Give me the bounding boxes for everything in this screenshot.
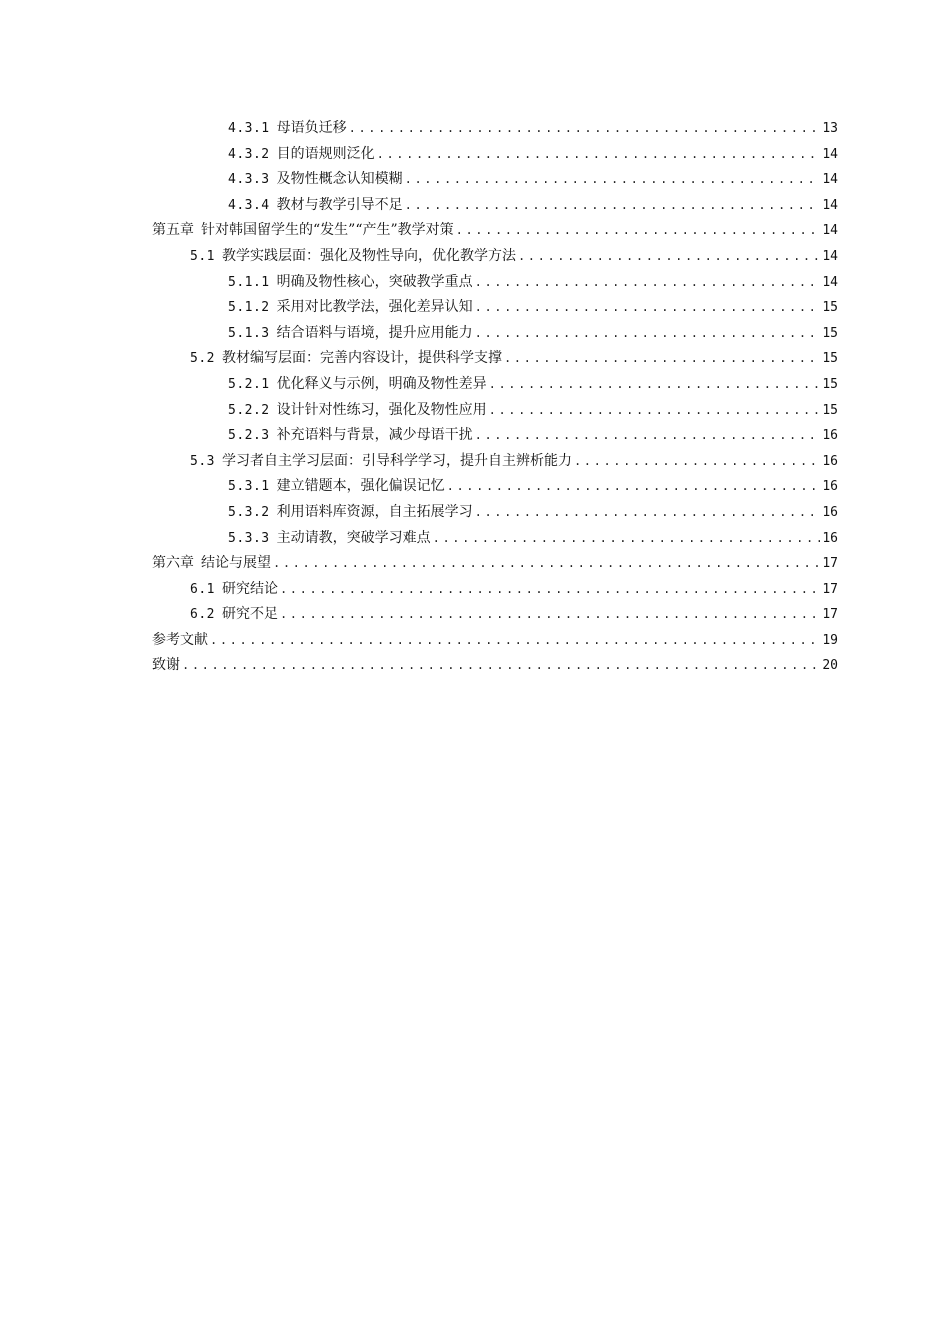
toc-entry-number: 4.3.4 [228, 197, 270, 213]
toc-entry-page: 13 [822, 121, 838, 136]
toc-entry-page: 16 [822, 428, 838, 444]
toc-dot-leader [475, 500, 821, 526]
toc-dot-leader [182, 653, 820, 679]
toc-entry-4-3-1[interactable] [152, 116, 838, 142]
toc-entry-title: 优化释义与示例，明确及物性差异 [276, 375, 487, 392]
toc-entry-page: 14 [822, 248, 838, 264]
toc-dot-leader [210, 628, 820, 654]
toc-entry-page: 14 [822, 274, 838, 290]
toc-entry-5-1-3[interactable] [152, 321, 838, 347]
toc-dot-leader [405, 167, 821, 193]
toc-dot-leader [574, 449, 820, 475]
toc-entry-page: 15 [822, 300, 838, 316]
toc-entry-number: 5.2.1 [228, 376, 270, 392]
toc-entry-page: 14 [822, 172, 838, 188]
toc-entry-title: 主动请教，突破学习难点 [276, 529, 431, 546]
toc-entry-page: 16 [822, 530, 838, 546]
toc-entry-title: 目的语规则泛化 [276, 145, 375, 162]
toc-dot-leader [489, 398, 821, 424]
toc-entry-page: 17 [822, 607, 838, 623]
toc-dot-leader [489, 372, 821, 398]
toc-entry-6-2[interactable] [152, 602, 838, 628]
toc-entry-title: 结合语料与语境，提升应用能力 [276, 324, 473, 341]
toc-dot-leader [273, 551, 820, 577]
toc-entry-5-2[interactable] [152, 346, 838, 372]
toc-entry-chapter-5[interactable] [152, 218, 838, 244]
toc-entry-page: 20 [822, 658, 838, 674]
toc-entry-title: 及物性概念认知模糊 [276, 171, 403, 188]
toc-entry-title: 设计针对性练习，强化及物性应用 [276, 401, 487, 418]
toc-entry-page: 15 [822, 402, 838, 418]
toc-entry-5-2-3[interactable] [152, 423, 838, 449]
toc-entry-page: 17 [822, 581, 838, 597]
toc-entry-title: 致谢 [152, 657, 180, 674]
toc-entry-chapter-6[interactable] [152, 551, 838, 577]
toc-entry-number: 5.1.2 [228, 300, 270, 316]
toc-entry-number: 5.2.2 [228, 402, 270, 418]
toc-entry-number: 5.1.1 [228, 274, 270, 290]
toc-entry-5-3-3[interactable] [152, 526, 838, 552]
toc-entry-title: 针对韩国留学生的“发生”“产生”教学对策 [201, 222, 454, 239]
toc-entry-6-1[interactable] [152, 577, 838, 603]
toc-entry-5-3[interactable] [152, 449, 838, 475]
toc-entry-title: 补充语料与背景，减少母语干扰 [276, 427, 473, 444]
toc-entry-page: 16 [822, 479, 838, 495]
toc-entry-acknowledgements[interactable] [152, 653, 838, 679]
toc-entry-page: 15 [822, 376, 838, 392]
toc-entry-5-3-2[interactable] [152, 500, 838, 526]
toc-dot-leader [377, 142, 821, 168]
toc-entry-number: 5.3 [190, 453, 215, 469]
toc-entry-5-1[interactable] [152, 244, 838, 270]
toc-entry-number: 第五章 [152, 222, 194, 239]
toc-entry-number: 6.2 [190, 607, 215, 623]
toc-dot-leader [475, 321, 821, 347]
toc-entry-title: 教学实践层面：强化及物性导向，优化教学方法 [221, 247, 516, 264]
toc-dot-leader [475, 295, 821, 321]
toc-entry-title: 明确及物性核心，突破教学重点 [276, 273, 473, 290]
toc-dot-leader [475, 270, 821, 296]
toc-entry-page: 14 [822, 223, 838, 239]
toc-entry-title: 结论与展望 [201, 555, 271, 572]
toc-entry-page: 14 [822, 197, 838, 213]
toc-dot-leader [405, 193, 821, 219]
toc-entry-number: 5.2.3 [228, 428, 270, 444]
toc-entry-5-1-2[interactable] [152, 295, 838, 321]
toc-entry-title: 教材与教学引导不足 [276, 196, 403, 213]
toc-entry-references[interactable] [152, 628, 838, 654]
toc-entry-number: 4.3.3 [228, 172, 270, 188]
toc-dot-leader [280, 577, 820, 603]
toc-entry-number: 6.1 [190, 581, 215, 597]
toc-entry-title: 教材编写层面：完善内容设计，提供科学支撑 [221, 350, 502, 367]
toc-entry-title: 利用语料库资源，自主拓展学习 [276, 503, 473, 520]
toc-dot-leader [475, 423, 821, 449]
toc-entry-page: 17 [822, 556, 838, 572]
toc-entry-number: 5.3.2 [228, 504, 270, 520]
toc-entry-5-2-1[interactable] [152, 372, 838, 398]
toc-entry-number: 5.3.3 [228, 530, 270, 546]
toc-entry-4-3-2[interactable] [152, 142, 838, 168]
toc-entry-page: 19 [822, 632, 838, 648]
toc-entry-number: 5.3.1 [228, 479, 270, 495]
toc-entry-5-2-2[interactable] [152, 398, 838, 424]
toc-entry-title: 学习者自主学习层面：引导科学学习，提升自主辨析能力 [221, 452, 572, 469]
toc-entry-number: 第六章 [152, 555, 194, 572]
toc-dot-leader [447, 474, 821, 500]
toc-entry-number: 4.3.2 [228, 146, 270, 162]
toc-dot-leader [349, 116, 821, 142]
toc-entry-title: 母语负迁移 [276, 120, 347, 136]
toc-entry-page: 16 [822, 504, 838, 520]
toc-dot-leader [518, 244, 820, 270]
toc-dot-leader [504, 346, 820, 372]
toc-entry-number: 5.1.3 [228, 325, 270, 341]
toc-entry-page: 14 [822, 146, 838, 162]
toc-entry-page: 15 [822, 325, 838, 341]
table-of-contents [152, 116, 838, 679]
toc-entry-title: 参考文献 [152, 631, 208, 648]
toc-entry-page: 15 [822, 351, 838, 367]
toc-entry-number: 5.2 [190, 351, 215, 367]
toc-entry-title: 研究结论 [221, 580, 278, 597]
toc-entry-title: 研究不足 [221, 606, 278, 623]
toc-entry-4-3-3[interactable] [152, 167, 838, 193]
toc-entry-4-3-4[interactable] [152, 193, 838, 219]
toc-dot-leader [433, 526, 821, 552]
toc-entry-title: 建立错题本，强化偏误记忆 [276, 478, 445, 495]
toc-entry-5-1-1[interactable] [152, 270, 838, 296]
toc-entry-5-3-1[interactable] [152, 474, 838, 500]
toc-entry-number: 5.1 [190, 248, 215, 264]
toc-dot-leader [456, 218, 821, 244]
toc-dot-leader [280, 602, 820, 628]
toc-entry-page: 16 [822, 453, 838, 469]
toc-entry-number: 4.3.1 [228, 121, 270, 136]
toc-entry-title: 采用对比教学法，强化差异认知 [276, 299, 473, 316]
